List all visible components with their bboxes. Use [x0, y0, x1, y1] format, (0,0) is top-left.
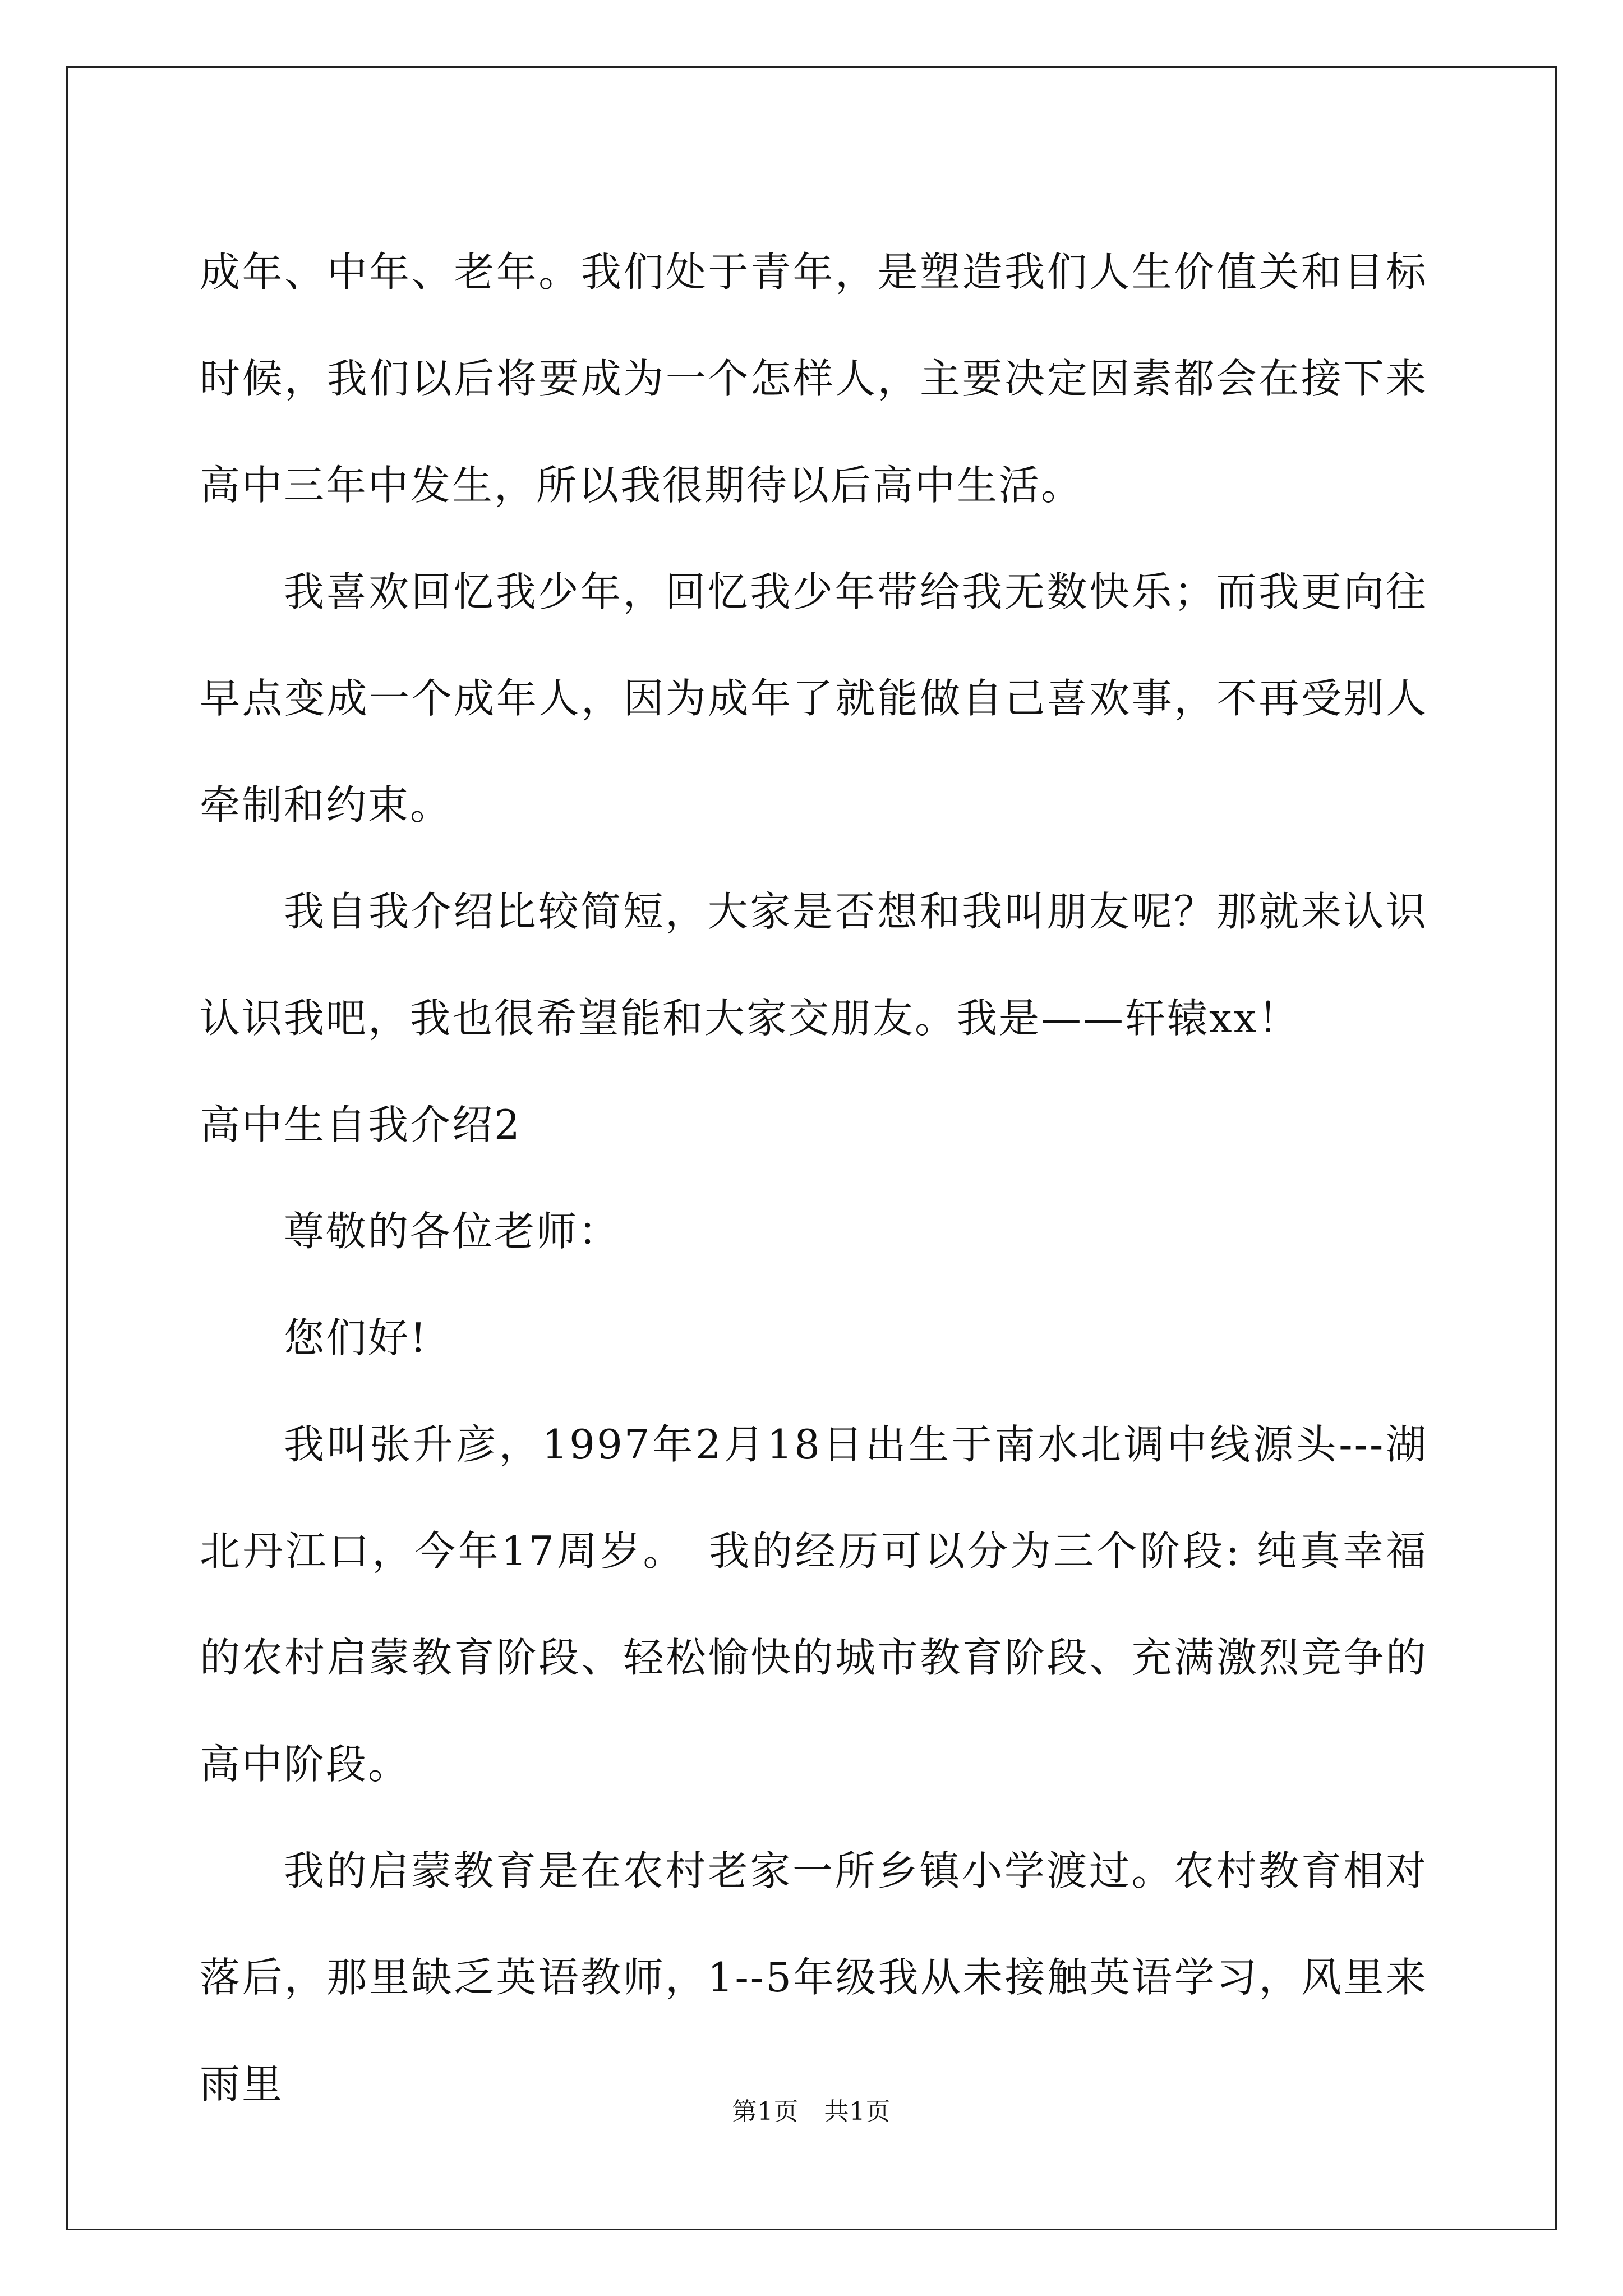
- paragraph-continuation: 成年、中年、老年。我们处于青年，是塑造我们人生价值关和目标时候，我们以后将要成为一个怎样人，主要决定因素都会在接下来高中三年中发生，所以我很期待以后高中生活。: [200, 249, 1428, 509]
- paragraph-childhood-memories: 我喜欢回忆我少年，回忆我少年带给我无数快乐；而我更向往早点变成一个成年人，因为成年了就能做自己喜欢事，不再受别人牵制和约束。: [200, 568, 1428, 829]
- section-heading: 高中生自我介绍2: [200, 1101, 522, 1148]
- paragraph-early-education: 我的启蒙教育是在农村老家一所乡镇小学渡过。农村教育相对落后，那里缺乏英语教师，1--5年级我从未接触英语学习，风里来雨里: [200, 1847, 1428, 2108]
- page-number-footer: 第1页 共1页: [732, 2097, 891, 2126]
- paragraph-introduction: 我叫张升彦，1997年2月18日出生于南水北调中线源头---湖北丹江口，今年17周岁。 我的经历可以分为三个阶段: 纯真幸福的农村启蒙教育阶段、轻松愉快的城市教育阶段、充满激烈竞争的高中阶段。: [200, 1421, 1428, 1788]
- paragraph-closing: 我自我介绍比较简短，大家是否想和我叫朋友呢？那就来认识认识我吧，我也很希望能和大家交朋友。我是——轩辕xx！: [200, 888, 1428, 1042]
- paragraph-salutation: 尊敬的各位老师：: [284, 1208, 621, 1255]
- paragraph-greeting: 您们好!: [284, 1314, 428, 1361]
- document-body: [200, 219, 1428, 2137]
